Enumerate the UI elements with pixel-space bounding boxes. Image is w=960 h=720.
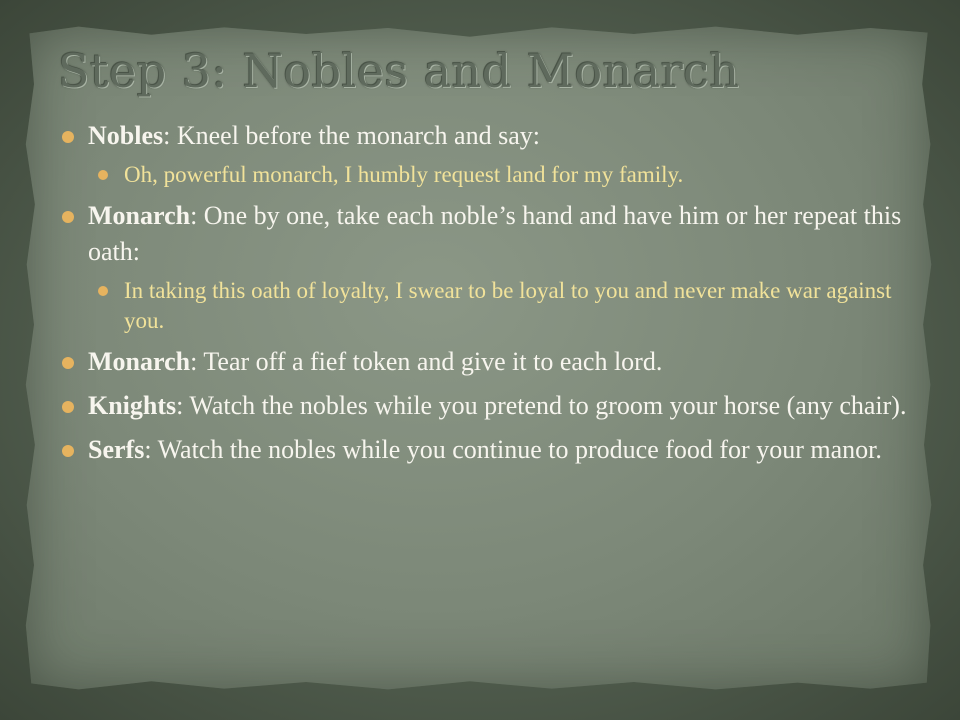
sub-bullet-list xyxy=(88,160,908,190)
bullet-icon xyxy=(62,131,74,143)
sub-bullet-list xyxy=(88,276,908,336)
slide-content xyxy=(58,118,908,476)
bullet-text: : Kneel before the monarch and say: xyxy=(163,121,540,150)
bullet-list xyxy=(58,118,908,468)
bullet-term: Nobles xyxy=(88,121,164,150)
sub-bullet-icon xyxy=(98,170,108,180)
bullet-text: : One by one, take each noble’s hand and have him or her repeat this oath: xyxy=(88,201,902,266)
bullet-item-serfs xyxy=(58,432,908,468)
bullet-icon xyxy=(62,357,74,369)
sub-bullet-item xyxy=(88,276,908,336)
slide-title: Step 3: Nobles and Monarch xyxy=(58,44,740,98)
bullet-icon xyxy=(62,211,74,223)
sub-bullet-icon xyxy=(98,286,108,296)
bullet-term: Serfs xyxy=(88,435,145,464)
sub-bullet-text: In taking this oath of loyalty, I swear to be loyal to you and never make war against you. xyxy=(124,278,892,333)
bullet-item-monarch-oath xyxy=(58,198,908,336)
bullet-text: : Tear off a fief token and give it to each lord. xyxy=(190,347,663,376)
bullet-item-monarch-fief xyxy=(58,344,908,380)
sub-bullet-text: Oh, powerful monarch, I humbly request land for my family. xyxy=(124,162,684,187)
bullet-icon xyxy=(62,445,74,457)
bullet-text: : Watch the nobles while you pretend to groom your horse (any chair). xyxy=(176,391,907,420)
bullet-term: Monarch xyxy=(88,201,191,230)
bullet-term: Knights xyxy=(88,391,177,420)
bullet-text: : Watch the nobles while you continue to produce food for your manor. xyxy=(144,435,882,464)
sub-bullet-item xyxy=(88,160,908,190)
bullet-item-knights xyxy=(58,388,908,424)
bullet-icon xyxy=(62,401,74,413)
bullet-item-nobles xyxy=(58,118,908,190)
bullet-term: Monarch xyxy=(88,347,191,376)
